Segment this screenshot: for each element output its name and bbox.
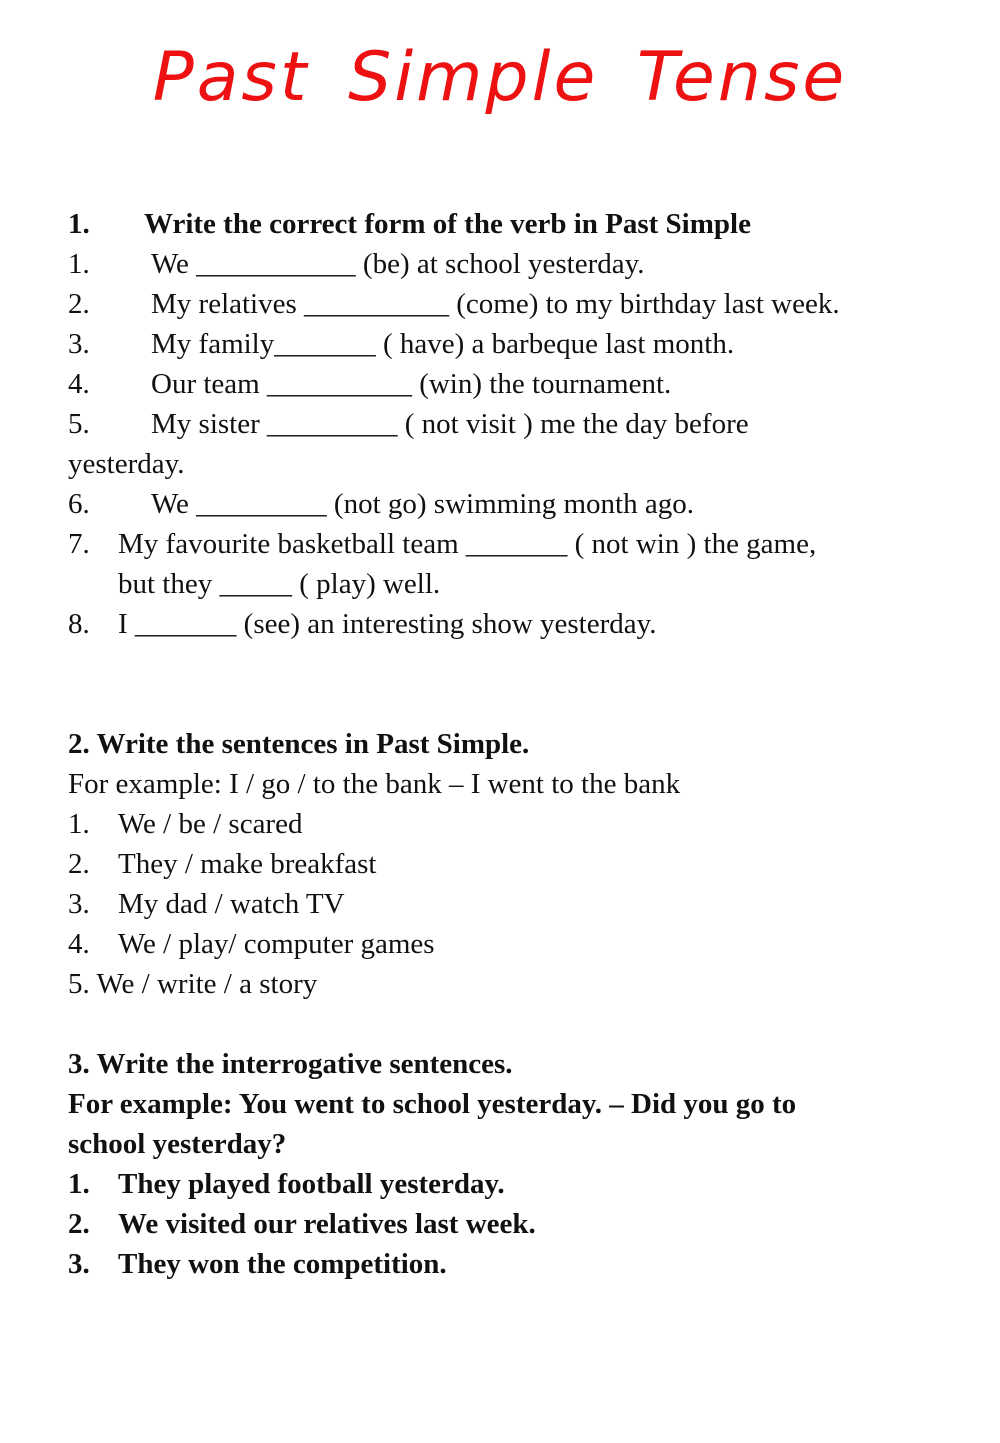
- section2-example: For example: I / go / to the bank – I went to the bank: [68, 768, 681, 800]
- s1-item-text: I _______ (see) an interesting show yesterday.: [118, 608, 657, 640]
- s1-item-7: [68, 524, 816, 564]
- s2-item-text: My dad / watch TV: [118, 888, 345, 920]
- s3-item-3: [68, 1244, 447, 1284]
- s1-item-text: We _________ (not go) swimming month ago.: [151, 488, 694, 520]
- section1-heading: [68, 204, 751, 244]
- s1-item-8: [68, 604, 657, 644]
- s3-item-text: We visited our relatives last week.: [118, 1208, 536, 1240]
- s2-item-2: [68, 844, 376, 884]
- list-number: 3.: [68, 888, 90, 920]
- s1-item-text: My relatives __________ (come) to my birthday last week.: [151, 288, 840, 320]
- section1-heading-text: Write the correct form of the verb in Past Simple: [144, 208, 751, 240]
- section3-example-line2: school yesterday?: [68, 1128, 287, 1160]
- section3-heading: 3. Write the interrogative sentences.: [68, 1048, 513, 1080]
- s1-item-6: [68, 484, 694, 524]
- list-number: 2.: [68, 848, 90, 880]
- s3-item-text: They won the competition.: [118, 1248, 447, 1280]
- s1-item-4: [68, 364, 671, 404]
- list-number: 4.: [68, 928, 90, 960]
- s3-item-2: [68, 1204, 536, 1244]
- list-number: 4.: [68, 368, 90, 400]
- s1-item-2: [68, 284, 840, 324]
- section3-example-line1: For example: You went to school yesterday. – Did you go to: [68, 1088, 797, 1120]
- list-number: 2.: [68, 288, 90, 320]
- s1-item-text: Our team __________ (win) the tournament.: [151, 368, 672, 400]
- page-title: Past Simple Tense: [152, 38, 848, 117]
- s1-item-5: [68, 404, 749, 444]
- list-number: 3.: [68, 1248, 90, 1280]
- s2-item-text: They / make breakfast: [118, 848, 377, 880]
- s1-item-text: My family_______ ( have) a barbeque last month.: [151, 328, 735, 360]
- s1-item-3: [68, 324, 734, 364]
- section2-heading: 2. Write the sentences in Past Simple.: [68, 728, 530, 760]
- s3-item-text: They played football yesterday.: [118, 1168, 505, 1200]
- list-number: 8.: [68, 608, 90, 640]
- s2-item-5: [68, 964, 317, 1004]
- s1-item-text: My favourite basketball team _______ ( not win ) the game,: [118, 528, 817, 560]
- s1-item-text: We ___________ (be) at school yesterday.: [151, 248, 645, 280]
- section1-number: 1.: [68, 208, 90, 240]
- list-number: 1.: [68, 808, 90, 840]
- s2-item-4: [68, 924, 435, 964]
- list-number: 2.: [68, 1208, 90, 1240]
- s1-item-text: My sister _________ ( not visit ) me the day before: [151, 408, 749, 440]
- list-number: 6.: [68, 488, 90, 520]
- s2-item-text: We / be / scared: [118, 808, 303, 840]
- s2-item-3: [68, 884, 345, 924]
- s1-item-7-continuation: but they _____ ( play) well.: [118, 568, 441, 600]
- list-number: 5.: [68, 408, 90, 440]
- list-number: 1.: [68, 248, 90, 280]
- s3-item-1: [68, 1164, 505, 1204]
- list-number: 1.: [68, 1168, 90, 1200]
- s1-item-1: [68, 244, 644, 284]
- list-number: 5.: [68, 968, 90, 1000]
- s2-item-text: We / write / a story: [96, 968, 318, 1000]
- s2-item-text: We / play/ computer games: [118, 928, 435, 960]
- list-number: 7.: [68, 528, 90, 560]
- s2-item-1: [68, 804, 302, 844]
- list-number: 3.: [68, 328, 90, 360]
- s1-item-5-continuation: yesterday.: [68, 448, 185, 480]
